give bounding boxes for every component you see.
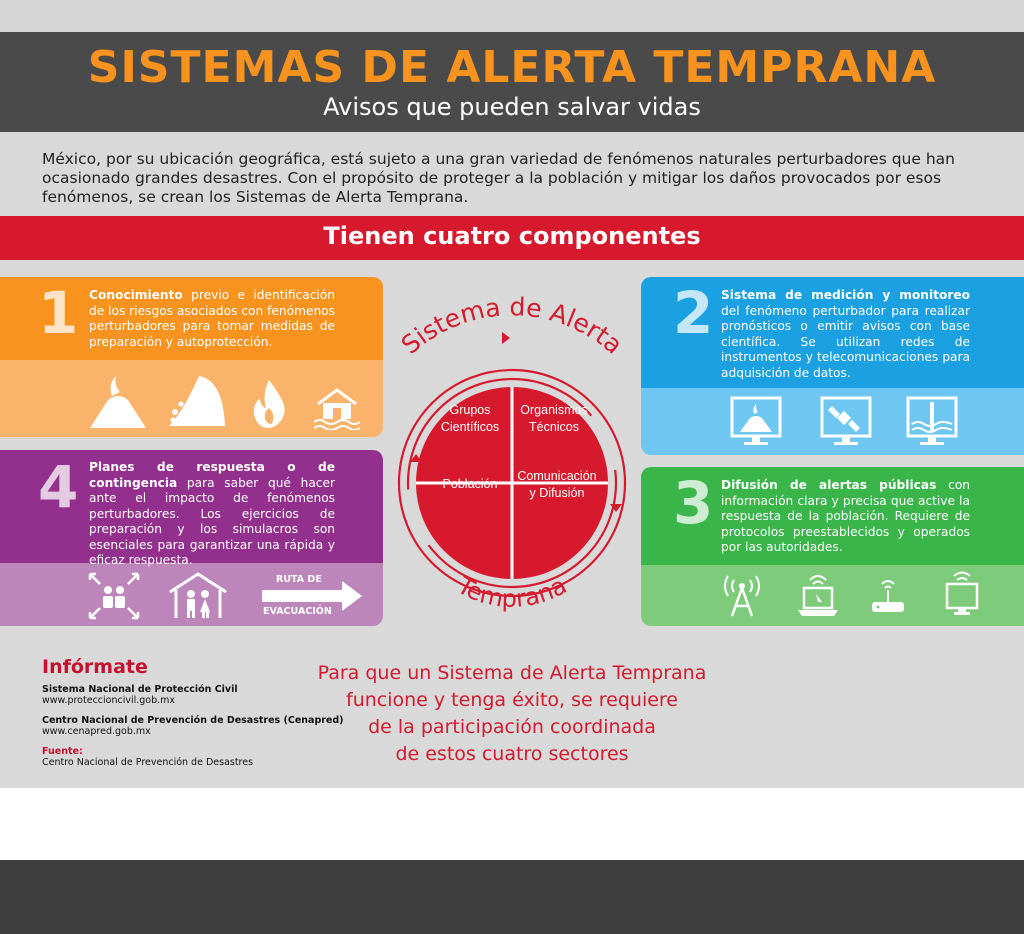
closing-line-3: de la participación coordinada	[368, 716, 656, 738]
closing-line-1: Para que un Sistema de Alerta Temprana	[317, 662, 707, 684]
fuente-text: Centro Nacional de Prevención de Desastres	[42, 757, 254, 768]
fire-icon	[248, 378, 290, 428]
closing-message	[290, 660, 734, 768]
landslide-icon	[165, 372, 227, 428]
quadrant-organismos-line1: Organismos	[520, 403, 588, 417]
top-strip	[0, 0, 1024, 32]
source-url-2[interactable]: www.cenapred.gob.mx	[42, 726, 151, 737]
closing-line-4: de estos cuatro sectores	[395, 743, 629, 765]
components-title: Tienen cuatro componentes	[323, 222, 701, 250]
page-subtitle: Avisos que pueden salvar vidas	[323, 93, 701, 121]
quadrant-comunicacion-line2: y Difusión	[529, 486, 585, 500]
volcano-monitor-icon	[730, 396, 782, 446]
antenna-icon	[722, 572, 762, 618]
quadrant-poblacion: Población	[442, 477, 498, 491]
quadrant-grupos-line1: Grupos	[449, 403, 491, 417]
fuente-label: Fuente:	[42, 746, 83, 757]
informate-title: Infórmate	[42, 656, 148, 678]
quadrant-organismos-line2: Técnicos	[528, 420, 580, 434]
source-url-1[interactable]: www.proteccioncivil.gob.mx	[42, 695, 176, 706]
card-3-text: Difusión de alertas públicas con información clara y precisa que active la respuesta de la población. Requiere de protocolos preestablecidos y operados por las autoridades.	[721, 478, 970, 554]
quadrant-grupos-line2: Científicos	[440, 420, 500, 434]
footer-dark-band	[0, 860, 1024, 934]
flood-house-icon	[314, 386, 360, 430]
ring-arrow-top	[502, 332, 510, 344]
quadrant-comunicacion-line1: Comunicación	[517, 469, 597, 483]
source-org-1: Sistema Nacional de Protección Civil	[42, 684, 238, 695]
satellite-monitor-icon	[820, 396, 872, 446]
card-4-text: Planes de respuesta o de contingencia para saber qué hacer ante el impacto de fenómenos perturbadores. Los ejercicios de preparación y los simulacros son esenciales para garantizar una rápida y eficaz respuesta.	[89, 460, 335, 567]
water-level-monitor-icon	[906, 396, 958, 446]
card-2-text: Sistema de medición y monitoreo del fenómeno perturbador para realizar pronósticos o emitir avisos con base científica. Se utilizan redes de instrumentos y telecomunicaciones para adquisición de datos.	[721, 288, 970, 380]
evacuation-label-bottom: EVACUACIÓN	[263, 606, 332, 617]
source-org-2: Centro Nacional de Prevención de Desastres (Cenapred)	[42, 715, 344, 726]
card-1-text: Conocimiento previo e identificación de los riesgos asociados con fenómenos perturbadores para tomar medidas de preparación y autoprotección.	[89, 288, 335, 349]
early-warning-cycle-diagram	[384, 292, 640, 622]
router-icon	[868, 576, 908, 616]
circle-title-top: Sistema de Alerta	[395, 292, 629, 360]
footer-white-band	[0, 788, 1024, 860]
laptop-wifi-icon	[796, 572, 840, 618]
volcano-icon	[88, 370, 148, 430]
card-3-number: 3	[673, 469, 714, 537]
circle-title-bottom: Temprana	[452, 571, 572, 613]
card-4-number: 4	[38, 453, 79, 521]
shelter-icon	[168, 572, 228, 620]
intro-paragraph: México, por su ubicación geográfica, está sujeto a una gran variedad de fenómenos naturales perturbadores que han ocasionado grandes desastres. Con el propósito de proteger a la población y mitigar los daños provocados por esos fenómenos, se crean los Sistemas de Alerta Temprana.	[42, 150, 955, 206]
tv-signal-icon	[942, 570, 982, 616]
meeting-point-icon	[88, 572, 140, 620]
card-2-number: 2	[673, 279, 714, 347]
evacuation-label-top: RUTA DE	[276, 574, 322, 585]
page-title: SISTEMAS DE ALERTA TEMPRANA	[87, 42, 937, 93]
closing-line-2: funcione y tenga éxito, se requiere	[346, 689, 678, 711]
card-1-number: 1	[38, 279, 79, 347]
